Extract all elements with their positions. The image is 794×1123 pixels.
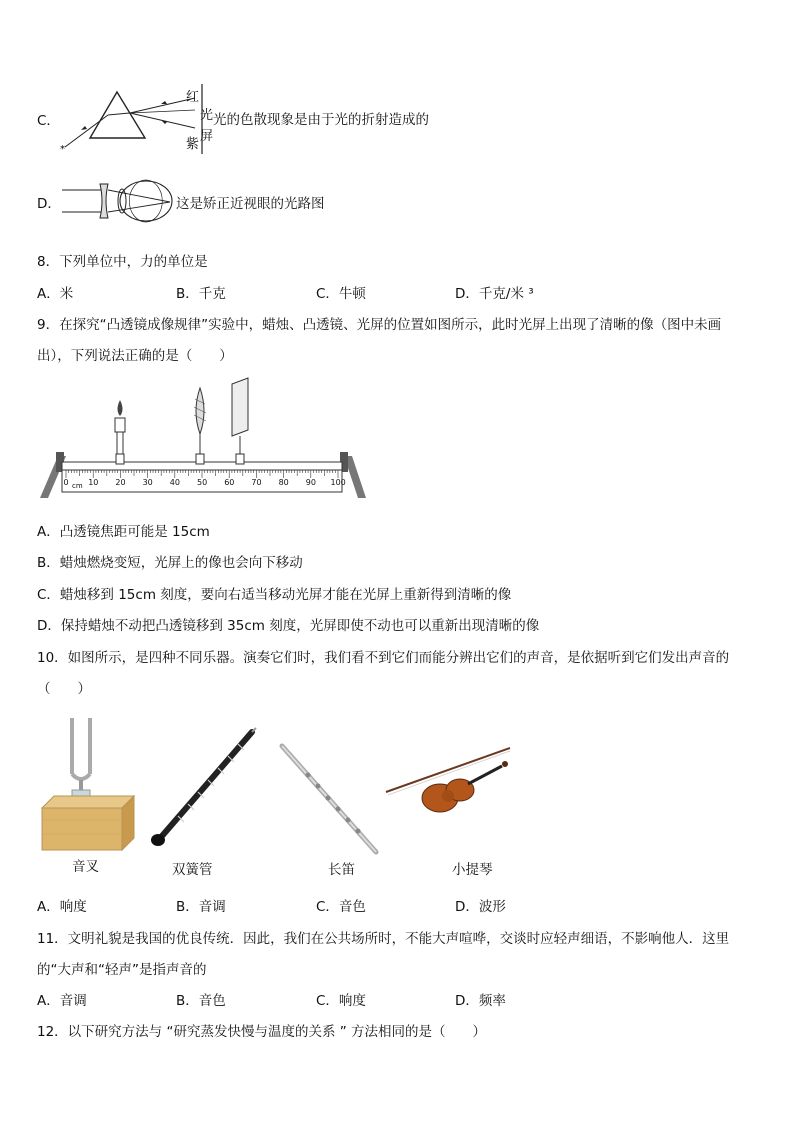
q11-stem-line2: 的“大声和“轻声”是指声音的 xyxy=(37,962,207,978)
red-label: 红 xyxy=(186,90,200,105)
ruler-tick-label: 30 xyxy=(142,478,153,487)
q10-option-a: A．响度 xyxy=(37,899,87,915)
q9-stem-line1: 9．在探究“凸透镜成像规律”实验中，蜡烛、凸透镜、光屏的位置如图所示，此时光屏上出现了清晰的像（图中未画 xyxy=(37,317,722,333)
q10-stem-line1: 10．如图所示，是四种不同乐器。演奏它们时，我们看不到它们而能分辨出它们的声音，是依据听到它们发出声音的 xyxy=(37,650,730,666)
q11-option-d: D．频率 xyxy=(455,993,506,1009)
caption-tuning-fork: 音叉 xyxy=(72,859,99,875)
screen-label-2: 屏 xyxy=(200,129,214,144)
violin-image xyxy=(384,744,514,828)
q11-stem-line1: 11．文明礼貌是我国的优良传统．因此，我们在公共场所时，不能大声喧哗，交谈时应轻声细语，不影响他人．这里 xyxy=(37,931,730,947)
ruler-tick-label: 40 xyxy=(169,478,180,487)
q9-option-d: D．保持蜡烛不动把凸透镜移到 35cm 刻度，光屏即使不动也可以重新出现清晰的像 xyxy=(37,618,540,634)
purple-label: 紫 xyxy=(186,137,200,152)
ruler-tick-label: 60 xyxy=(224,478,235,487)
ruler-tick-label: 0 xyxy=(63,478,69,487)
q9-option-c: C．蜡烛移到 15cm 刻度，要向右适当移动光屏才能在光屏上重新得到清晰的像 xyxy=(37,587,512,603)
svg-text:*: * xyxy=(60,144,65,155)
q11-option-c: C．响度 xyxy=(316,993,366,1009)
ruler-tick-label: 80 xyxy=(278,478,289,487)
q11-option-b: B．音色 xyxy=(176,993,226,1009)
caption-oboe: 双簧管 xyxy=(172,862,213,878)
oboe-image xyxy=(148,728,258,850)
q11-option-a: A．音调 xyxy=(37,993,87,1009)
screen-label-1: 光 xyxy=(200,108,214,123)
q7-d-letter: D． xyxy=(37,196,61,212)
myopia-correction-diagram xyxy=(60,180,180,224)
q8-stem: 8．下列单位中，力的单位是 xyxy=(37,254,208,270)
q10-option-b: B．音调 xyxy=(176,899,226,915)
q10-stem-line2: （ ） xyxy=(37,681,91,697)
q8-option-a: A．米 xyxy=(37,286,74,302)
ruler-tick-label: 10 xyxy=(88,478,99,487)
q7-c-letter: C． xyxy=(37,113,60,129)
q8-option-c: C．牛顿 xyxy=(316,286,366,302)
tuning-fork-image xyxy=(42,716,134,852)
q7-d-text: 这是矫正近视眼的光路图 xyxy=(176,196,325,212)
ruler-tick-label: 20 xyxy=(115,478,126,487)
q9-option-a: A．凸透镜焦距可能是 15cm xyxy=(37,524,210,540)
q8-option-d: D．千克/米 ³ xyxy=(455,286,534,302)
q10-option-c: C．音色 xyxy=(316,899,366,915)
q8-option-b: B．千克 xyxy=(176,286,226,302)
q7-c-text: 光的色散现象是由于光的折射造成的 xyxy=(213,112,429,128)
ruler-tick-label: 100 xyxy=(330,478,346,487)
q9-option-b: B．蜡烛燃烧变短，光屏上的像也会向下移动 xyxy=(37,555,303,571)
caption-flute: 长笛 xyxy=(328,862,355,878)
ruler-unit-label: cm xyxy=(72,482,83,490)
q9-stem-line2: 出），下列说法正确的是（ ） xyxy=(37,348,233,364)
ruler-tick-label: 50 xyxy=(197,478,208,487)
ruler-tick-label: 70 xyxy=(251,478,262,487)
caption-violin: 小提琴 xyxy=(452,862,493,878)
q10-option-d: D．波形 xyxy=(455,899,506,915)
flute-image xyxy=(278,742,382,858)
q12-stem: 12．以下研究方法与 “研究蒸发快慢与温度的关系 ” 方法相同的是（ ） xyxy=(37,1024,487,1040)
ruler-tick-label: 90 xyxy=(305,478,316,487)
